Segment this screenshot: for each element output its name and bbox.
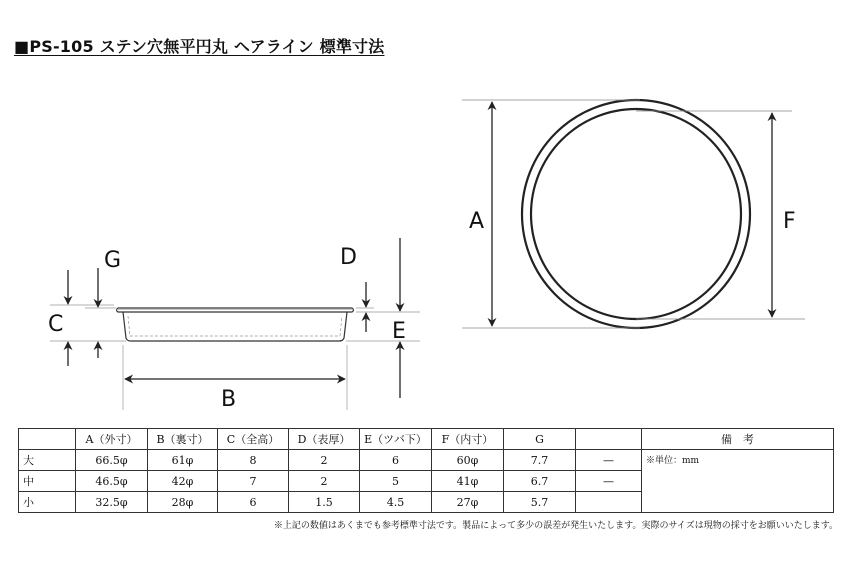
label-c: C bbox=[48, 312, 64, 337]
size-cell: 大 bbox=[19, 450, 76, 471]
size-cell: 小 bbox=[19, 492, 76, 513]
header-cell: B（裏寸） bbox=[148, 429, 218, 450]
table-cell: 32.5φ bbox=[76, 492, 148, 513]
header-cell: D（表厚） bbox=[289, 429, 360, 450]
side-view bbox=[48, 238, 420, 412]
table-header-row bbox=[19, 429, 834, 450]
table-cell: 7.7 bbox=[504, 450, 576, 471]
table-cell: 27φ bbox=[432, 492, 504, 513]
table-cell bbox=[576, 492, 642, 513]
header-cell: E（ツバ下） bbox=[360, 429, 432, 450]
table-cell: 4.5 bbox=[360, 492, 432, 513]
remarks-cell: ※単位：mm bbox=[642, 450, 834, 513]
size-cell: 中 bbox=[19, 471, 76, 492]
label-g: G bbox=[104, 248, 122, 273]
header-cell: A（外寸） bbox=[76, 429, 148, 450]
table-cell: 2 bbox=[289, 471, 360, 492]
table-cell: 5 bbox=[360, 471, 432, 492]
table-row bbox=[19, 450, 834, 471]
top-view bbox=[462, 100, 805, 328]
footnote: ※上記の数値はあくまでも参考標準寸法です。製品によって多少の誤差が発生いたします。実際のサイズは現物の採寸をお願いいたします。 bbox=[273, 521, 838, 531]
table-cell: 5.7 bbox=[504, 492, 576, 513]
table-cell: 7 bbox=[218, 471, 289, 492]
table-cell: 46.5φ bbox=[76, 471, 148, 492]
table-cell: 41φ bbox=[432, 471, 504, 492]
header-cell bbox=[19, 429, 76, 450]
table-cell: 61φ bbox=[148, 450, 218, 471]
label-d: D bbox=[340, 245, 357, 270]
label-a: A bbox=[469, 209, 485, 234]
table-cell: — bbox=[576, 471, 642, 492]
table-cell: — bbox=[576, 450, 642, 471]
label-b: B bbox=[221, 387, 237, 412]
header-cell: G bbox=[504, 429, 576, 450]
table-cell: 42φ bbox=[148, 471, 218, 492]
table-cell: 2 bbox=[289, 450, 360, 471]
header-cell-remarks: 備 考 bbox=[642, 429, 834, 450]
page-title: ■PS-105 ステン穴無平円丸 ヘアライン 標準寸法 bbox=[14, 37, 385, 56]
table-cell: 8 bbox=[218, 450, 289, 471]
outer-rim-circle bbox=[522, 100, 750, 328]
header-cell: F（内寸） bbox=[432, 429, 504, 450]
table-cell: 66.5φ bbox=[76, 450, 148, 471]
table-cell: 6 bbox=[218, 492, 289, 513]
inner-circle bbox=[531, 109, 741, 319]
label-e: E bbox=[392, 319, 406, 344]
table-cell: 60φ bbox=[432, 450, 504, 471]
label-f: F bbox=[783, 209, 796, 234]
header-cell: C（全高） bbox=[218, 429, 289, 450]
table-cell: 1.5 bbox=[289, 492, 360, 513]
table-cell: 6 bbox=[360, 450, 432, 471]
table-cell: 28φ bbox=[148, 492, 218, 513]
dimension-table bbox=[18, 428, 834, 513]
header-cell bbox=[576, 429, 642, 450]
table-cell: 6.7 bbox=[504, 471, 576, 492]
